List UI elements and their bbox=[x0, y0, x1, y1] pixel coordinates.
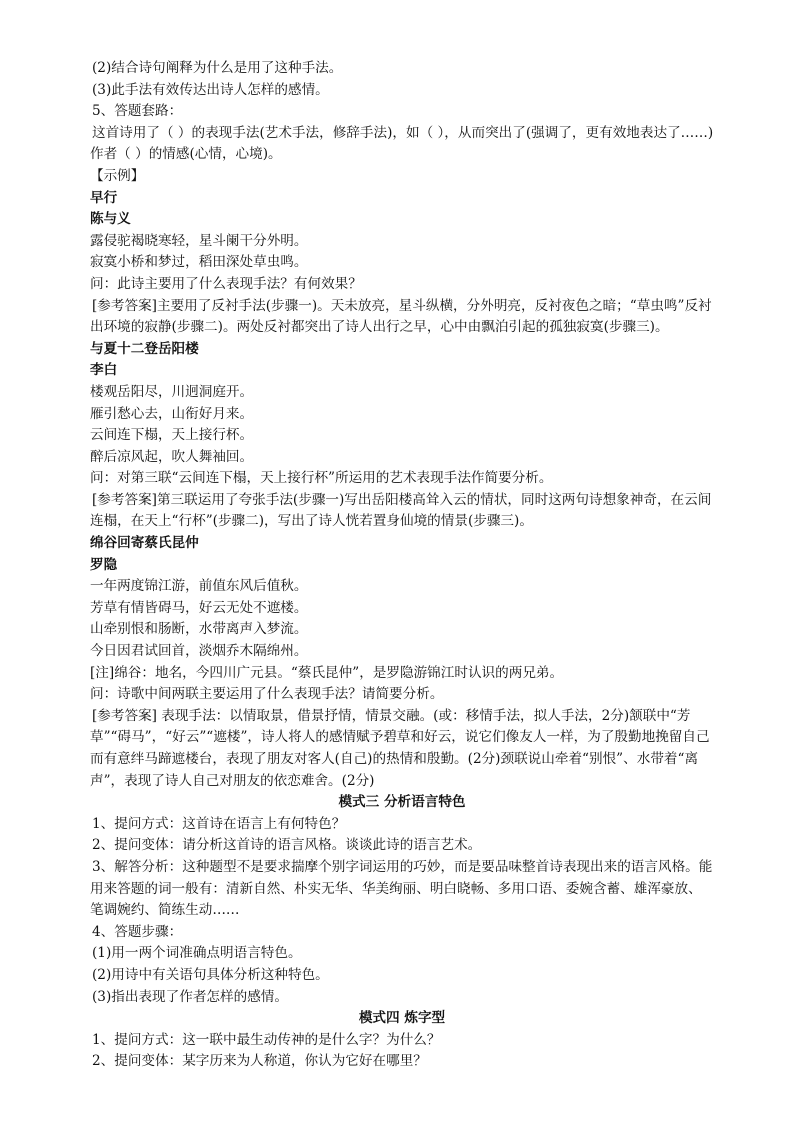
step-line: 2、提问变体：请分析这首诗的语言风格。谈谈此诗的语言艺术。 bbox=[92, 837, 482, 854]
step-line: 4、答题步骤： bbox=[92, 923, 183, 940]
poem-title: 绵谷回寄蔡氏昆仲 bbox=[90, 535, 199, 552]
reference-answer: [参考答案]第三联运用了夸张手法(步骤一)写出岳阳楼高耸入云的情状，同时这两句诗想象神奇，在云间连榻，在天上“行杯”(步骤二)，写出了诗人恍若置身仙境的情景(步骤三)。 bbox=[90, 491, 712, 530]
poem-verse: 楼观岳阳尽，川迥洞庭开。 bbox=[90, 383, 254, 400]
poem-verse: 露侵驼褐晓寒轻，星斗阑干分外明。 bbox=[90, 232, 308, 249]
note: [注]绵谷：地名，今四川广元县。“蔡氏昆仲”，是罗隐游锦江时认识的两兄弟。 bbox=[90, 664, 564, 681]
step-line: (2)结合诗句阐释为什么是用了这种手法。 bbox=[92, 60, 343, 76]
poem-verse: 寂寞小桥和梦过，稻田深处草虫鸣。 bbox=[90, 254, 308, 271]
reference-answer: [参考答案] 表现手法：以情取景，借景抒情，情景交融。(或：移情手法，拟人手法，2分)颔联中“芳草”“碍马”，“好云”“遮楼”，诗人将人的感情赋予碧草和好云，说它们像友人一样，为了殷勤地挽留自己而有意绊马蹄遮楼台，表现了朋友对客人(自己)的热情和殷勤。(2分)颈联说山牵着“别恨”、水带着“离声”，表现了诗人自己对朋友的依恋难舍。(2分) bbox=[90, 707, 710, 789]
poem-verse: 一年两度锦江游，前值东风后值秋。 bbox=[90, 578, 308, 595]
document-page bbox=[90, 58, 714, 1073]
poem-verse: 今日因君试回首，淡烟乔木隔绵州。 bbox=[90, 643, 308, 660]
poem-verse: 雁引愁心去，山衔好月来。 bbox=[90, 405, 254, 422]
example-label: 【示例】 bbox=[90, 167, 145, 184]
step-line: 2、提问变体：某字历来为人称道，你认为它好在哪里？ bbox=[92, 1053, 427, 1070]
poem-author: 罗隐 bbox=[90, 556, 118, 573]
poem-author: 陈与义 bbox=[90, 211, 131, 228]
step-line: (3)指出表现了作者怎样的感情。 bbox=[92, 988, 288, 1005]
step-line: (1)用一两个词准确点明语言特色。 bbox=[92, 945, 302, 962]
step-line: (2)用诗中有关语句具体分析这种特色。 bbox=[92, 966, 329, 983]
step-line: (3)此手法有效传达出诗人怎样的感情。 bbox=[92, 81, 329, 98]
question: 问：诗歌中间两联主要运用了什么表现手法？请简要分析。 bbox=[90, 686, 444, 703]
poem-title: 与夏十二登岳阳楼 bbox=[90, 340, 199, 357]
question: 问：此诗主要用了什么表现手法？有何效果？ bbox=[90, 275, 362, 292]
poem-verse: 芳草有情皆碍马，好云无处不遮楼。 bbox=[90, 599, 308, 616]
mode-heading: 模式三 分析语言特色 bbox=[338, 794, 466, 811]
step-line: 1、提问方式：这首诗在语言上有何特色？ bbox=[92, 815, 346, 832]
step-line: 3、解答分析：这种题型不是要求揣摩个别字词运用的巧妙，而是要品味整首诗表现出来的语言风格。能用来答题的词一般有：清新自然、朴实无华、华美绚丽、明白晓畅、多用口语、委婉含蓄、雄浑豪放、笔调婉约、简练生动…… bbox=[90, 858, 713, 919]
mode-heading: 模式四 炼字型 bbox=[358, 1010, 446, 1027]
section-heading: 5、答题套路： bbox=[92, 103, 183, 120]
step-line: 1、提问方式：这一联中最生动传神的是什么字？为什么？ bbox=[92, 1031, 441, 1048]
poem-title: 早行 bbox=[90, 189, 118, 206]
reference-answer: [参考答案]主要用了反衬手法(步骤一)。天未放亮，星斗纵横，分外明亮，反衬夜色之暗；“草虫鸣”反衬出环境的寂静(步骤二)。两处反衬都突出了诗人出行之早，心中由飘泊引起的孤独寂寞(步骤三)。 bbox=[90, 297, 712, 336]
question: 问：对第三联“云间连下榻，天上接行杯”所运用的艺术表现手法作简要分析。 bbox=[90, 470, 553, 487]
poem-verse: 醉后凉风起，吹人舞袖回。 bbox=[90, 448, 254, 465]
poem-verse: 云间连下榻，天上接行杯。 bbox=[90, 427, 254, 444]
poem-verse: 山牵别恨和肠断，水带离声入梦流。 bbox=[90, 621, 308, 638]
answer-template: 这首诗用了（ ）的表现手法(艺术手法，修辞手法)，如（ ），从而突出了(强调了，更有效地表达了……)作者（ ）的情感(心情，心境)。 bbox=[90, 124, 714, 163]
poem-author: 李白 bbox=[90, 362, 118, 379]
